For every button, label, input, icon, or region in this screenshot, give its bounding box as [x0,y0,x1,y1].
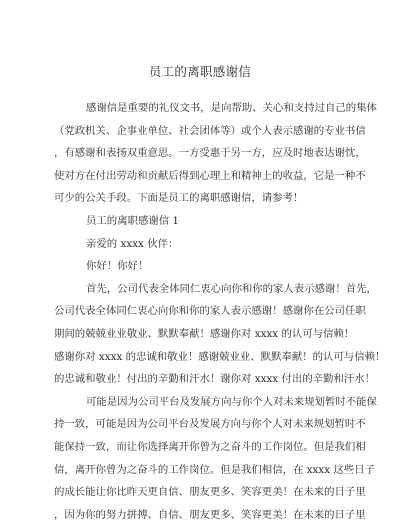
intro-paragraph [54,97,377,210]
paragraph-line: 的忠诚和敬业！付出的辛勤和汗水！谢你对 xxxx 付出的辛勤和汗水！ [54,373,375,386]
paragraph-departure [54,391,377,526]
salutation: 亲爱的 xxxx 伙伴： [86,237,179,250]
paragraph-line: 信，离开你曾为之奋斗的工作岗位。但是我们相信，在 xxxx 这些日子 [54,463,375,476]
intro-line: 使对方在付出劳动和贡献后得到心理上和精神上的收益，它是一种不 [54,169,366,182]
intro-line: 可少的公关手段。下面是员工的离职感谢信，请参考！ [54,192,304,205]
paragraph-line: 感谢你对 xxxx 的忠诚和敬业！感谢兢业业、默默奉献！的认可与信赖！ [54,350,386,363]
document-title: 员工的离职感谢信 [148,64,252,79]
intro-line: （党政机关、企事业单位、社会团体等）或个人表示感谢的专业书信 [54,124,366,137]
paragraph-line: 首先，公司代表全体同仁衷心向你和你的家人表示感谢！首先， [86,282,377,295]
paragraph-line: 的成长能让你比昨天更自信、朋友更多、笑容更美！在未来的日子里 [54,486,366,499]
paragraph-thanks [54,278,386,391]
paragraph-line: 期间的兢兢业业敬业、默默奉献！感谢你对 xxxx 的认可与信赖！ [54,327,355,340]
paragraph-line: 能保持一致，而让你选择离开你曾为之奋斗的工作岗位。但是我们相 [54,440,366,453]
document-body [54,97,386,526]
paragraph-line: ，因为你的努力拼搏、自信、朋友更多、笑容更美！在未来的日子里 [54,508,366,521]
intro-line: ，有感谢和表扬双重意思。一方受惠于另一方，应及时地表达谢忱， [54,147,366,160]
paragraph-line: 可能是因为公司平台及发展方向与你个人对未来规划暂时不能保 [86,395,377,408]
paragraph-line: 公司代表全体同仁衷心向你和你的家人表示感谢！感谢你在公司任职 [54,305,366,318]
greeting: 你好！你好！ [86,260,149,273]
paragraph-line: 持一致，可能是因为公司平台及发展方向与你个人对未来规划暂时不 [54,418,366,431]
intro-line: 感谢信是重要的礼仪文书，是向帮助、关心和支持过自己的集体 [86,102,377,114]
letter-heading: 员工的离职感谢信 1 [86,214,180,227]
